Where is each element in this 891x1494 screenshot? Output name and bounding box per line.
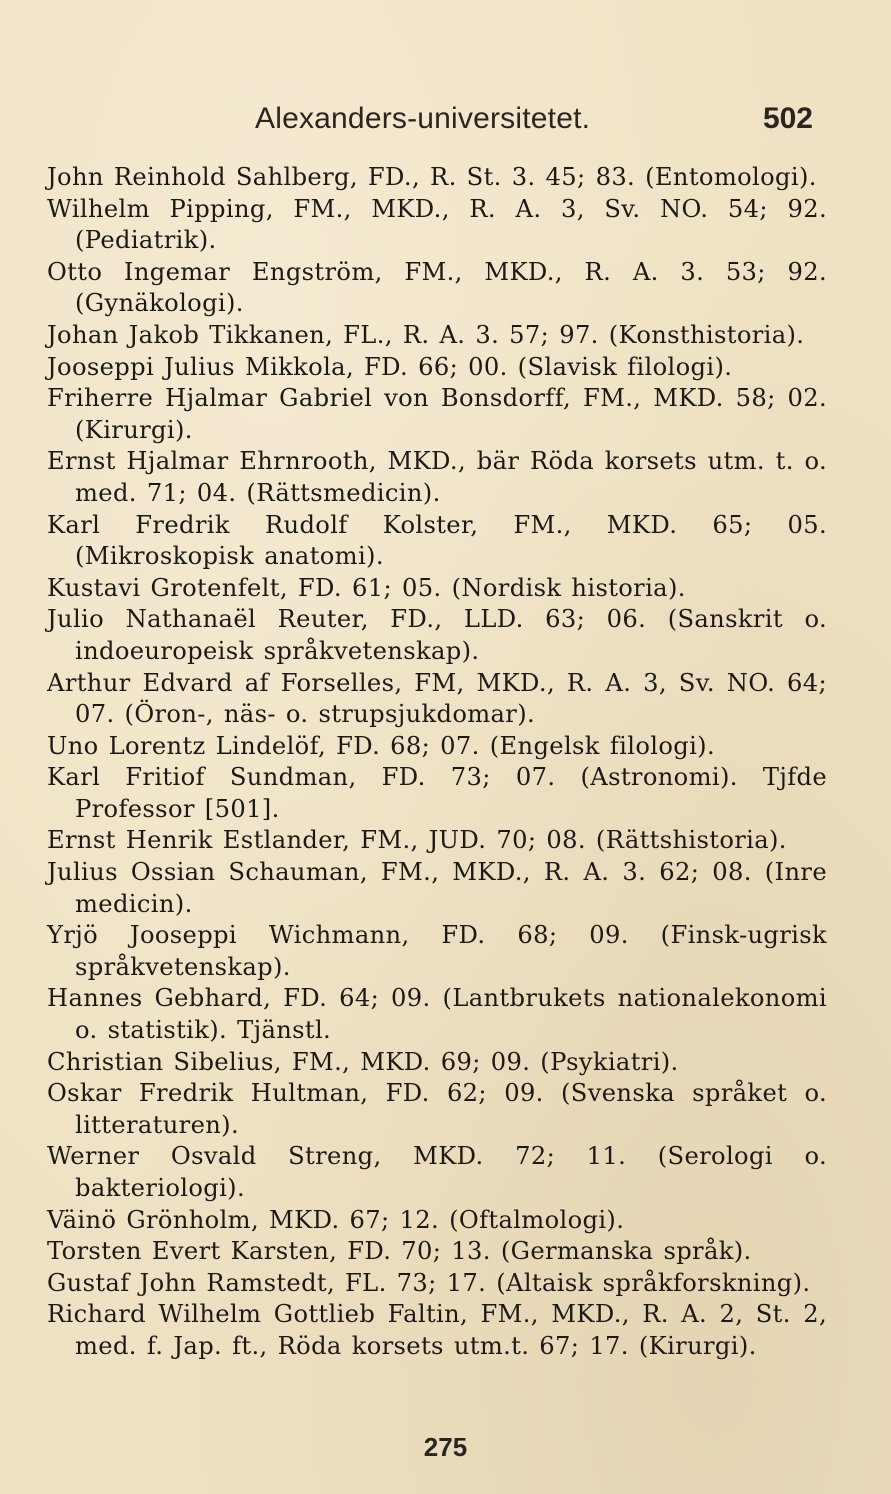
list-entry: Christian Sibelius, FM., MKD. 69; 09. (Psykiatri).	[47, 1047, 679, 1076]
list-entry: Friherre Hjalmar Gabriel von Bonsdorff, FM., MKD. 58; 02. (Kirurgi).	[47, 384, 827, 444]
list-entry: Väinö Grönholm, MKD. 67; 12. (Oftalmologi).	[47, 1205, 625, 1234]
list-entry: Ernst Henrik Estlander, FM., JUD. 70; 08. (Rättshistoria).	[47, 826, 787, 855]
list-entry: Arthur Edvard af Forselles, FM, MKD., R. A. 3, Sv. NO. 64; 07. (Öron-, näs- o. strupsjukdomar).	[47, 668, 827, 729]
list-entry: Oskar Fredrik Hultman, FD. 62; 09. (Svenska språket o. litteraturen).	[47, 1079, 827, 1139]
list-entry: Julius Ossian Schauman, FM., MKD., R. A. 3. 62; 08. (Inre medicin).	[47, 858, 827, 918]
list-entry: Jooseppi Julius Mikkola, FD. 66; 00. (Slavisk filologi).	[47, 352, 733, 381]
list-entry: Karl Fredrik Rudolf Kolster, FM., MKD. 65; 05. (Mikroskopisk anatomi).	[47, 510, 827, 571]
list-entry: Kustavi Grotenfelt, FD. 61; 05. (Nordisk historia).	[47, 573, 686, 602]
list-entry: Yrjö Jooseppi Wichmann, FD. 68; 09. (Finsk-ugrisk språkvetenskap).	[47, 921, 827, 981]
list-entry: Karl Fritiof Sundman, FD. 73; 07. (Astronomi). Tjfde Professor [501].	[47, 763, 827, 823]
list-entry: Richard Wilhelm Gottlieb Faltin, FM., MKD., R. A. 2, St. 2, med. f. Jap. ft., Röda korsets utm.t. 67; 17. (Kirurgi).	[47, 1300, 827, 1360]
list-entry: Werner Osvald Streng, MKD. 72; 11. (Serologi o. bakteriologi).	[47, 1142, 827, 1202]
list-entry: Torsten Evert Karsten, FD. 70; 13. (Germanska språk).	[47, 1237, 752, 1266]
list-entry: Julio Nathanaël Reuter, FD., LLD. 63; 06. (Sanskrit o. indoeuropeisk språkvetenskap).	[47, 605, 827, 665]
list-entry: Ernst Hjalmar Ehrnrooth, MKD., bär Röda korsets utm. t. o. med. 71; 04. (Rättsmedicin).	[47, 447, 827, 507]
list-entry: Hannes Gebhard, FD. 64; 09. (Lantbrukets nationalekonomi o. statistik). Tjänstl.	[47, 984, 827, 1045]
list-entry: Uno Lorentz Lindelöf, FD. 68; 07. (Engelsk filologi).	[47, 731, 715, 760]
running-title: Alexanders-universitetet.	[255, 102, 591, 135]
list-entry: Gustaf John Ramstedt, FL. 73; 17. (Altaisk språkforskning).	[47, 1268, 811, 1297]
folio-number: 275	[423, 1432, 468, 1462]
professor-list	[47, 162, 827, 1363]
list-entry: John Reinhold Sahlberg, FD., R. St. 3. 45; 83. (Entomologi).	[47, 163, 817, 191]
page-header	[0, 98, 891, 148]
list-entry: Otto Ingemar Engström, FM., MKD., R. A. 3. 53; 92. (Gynäkologi).	[47, 257, 827, 318]
list-entry: Johan Jakob Tikkanen, FL., R. A. 3. 57; 97. (Konsthistoria).	[47, 320, 805, 349]
page-number: 502	[762, 102, 813, 135]
list-entry: Wilhelm Pipping, FM., MKD., R. A. 3, Sv. NO. 54; 92. (Pediatrik).	[47, 194, 827, 255]
